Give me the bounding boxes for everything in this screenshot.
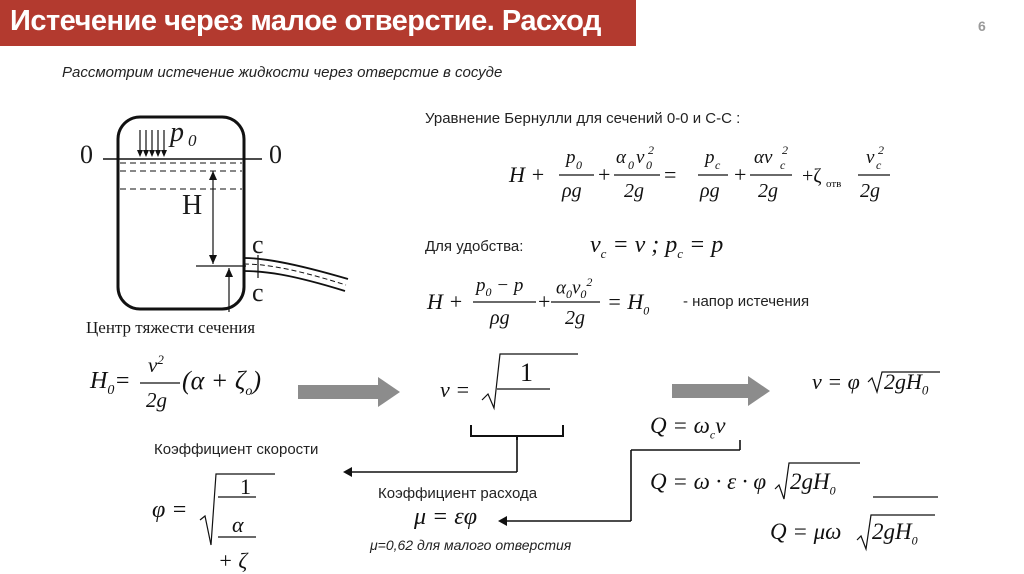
bern-2g-2: 2g bbox=[758, 180, 778, 202]
velocity-coef-label: Коэффициент скорости bbox=[154, 441, 319, 458]
head-label: H bbox=[182, 190, 203, 221]
convenience-label: Для удобства: bbox=[425, 238, 524, 255]
bern-alpha-v: αv bbox=[754, 147, 773, 168]
bern-eq: = bbox=[664, 162, 677, 187]
q1-formula: $Q = \omega_cv$ bbox=[650, 413, 726, 442]
h0-lhs: $H_0=$ bbox=[90, 368, 131, 398]
page-number: 6 bbox=[978, 18, 986, 34]
q2-formula: Q = ω · ε · φ bbox=[650, 469, 767, 494]
v-final: v = φ bbox=[812, 369, 860, 394]
section-zero-left: 0 bbox=[80, 140, 93, 169]
phi-lhs: φ = bbox=[152, 497, 188, 523]
head-eq-2g: 2g bbox=[565, 307, 585, 329]
bern-zeta-sub: отв bbox=[826, 178, 842, 190]
h0-den: 2g bbox=[146, 388, 167, 412]
h0-num: $v^2$ bbox=[148, 352, 164, 377]
convenience-formula: $v_c = v$ ; $p_c = p$ bbox=[590, 232, 724, 261]
head-eq-den: ρg bbox=[490, 307, 510, 329]
head-eq-plus: + bbox=[538, 289, 551, 314]
v-final-root: $2gH_0$ bbox=[884, 369, 929, 398]
head-label-text: - напор истечения bbox=[683, 293, 810, 310]
phi-one: 1 bbox=[240, 474, 251, 499]
pressure-label: p bbox=[170, 117, 184, 148]
bern-2g-3: 2g bbox=[860, 180, 880, 202]
bern-pc: p bbox=[705, 147, 715, 168]
discharge-coef-label: Коэффициент расхода bbox=[378, 485, 538, 502]
bern-v: v bbox=[866, 147, 875, 168]
section-c-bottom: c bbox=[252, 278, 264, 307]
mu-formula: μ = εφ bbox=[414, 504, 477, 530]
h0-paren: $(\alpha + \zeta_o)$ bbox=[182, 366, 262, 400]
v-root-lhs: v = bbox=[440, 377, 471, 402]
head-eq-num2: $\alpha_0v_0^2$ bbox=[556, 275, 593, 302]
page-title: Истечение через малое отверстие. Расход bbox=[10, 5, 601, 37]
phi-alpha: α bbox=[232, 512, 244, 537]
arrow-2 bbox=[672, 376, 770, 406]
head-eq-rhs: = $H_0$ bbox=[607, 289, 650, 318]
bern-alpha0: α bbox=[616, 147, 626, 168]
bern-plus-1: + bbox=[598, 162, 611, 187]
v-root-one: 1 bbox=[520, 358, 533, 387]
head-eq-lhs: H + bbox=[427, 289, 464, 314]
bern-h: H + bbox=[509, 162, 546, 187]
q3-root: $2gH_0$ bbox=[872, 519, 918, 548]
head-eq-num: $p_0 - p$ bbox=[476, 275, 524, 299]
bernoulli-formula bbox=[509, 162, 545, 188]
center-caption: Центр тяжести сечения bbox=[86, 318, 256, 337]
q2-root: $2gH_0$ bbox=[790, 469, 836, 498]
intro-text: Рассмотрим истечение жидкости через отверстие в сосуде bbox=[62, 64, 503, 81]
mu-value-note: μ=0,62 для малого отверстия bbox=[370, 537, 572, 553]
pressure-sub: 0 bbox=[188, 131, 197, 150]
bern-rho-g-1: ρg bbox=[562, 180, 582, 202]
phi-zeta: + ζ bbox=[218, 548, 248, 573]
bern-2g-1: 2g bbox=[624, 180, 644, 202]
section-zero-right: 0 bbox=[269, 140, 282, 169]
bern-plus-2: + bbox=[734, 162, 747, 187]
arrow-1 bbox=[298, 377, 400, 407]
section-c-top: c bbox=[252, 230, 264, 259]
bern-p0: p bbox=[566, 147, 576, 168]
bernoulli-label: Уравнение Бернулли для сечений 0-0 и С-С : bbox=[425, 110, 741, 127]
bern-rho-g-2: ρg bbox=[700, 180, 720, 202]
q3-formula: Q = μω bbox=[770, 519, 842, 544]
bern-zeta: +ζ bbox=[802, 165, 822, 187]
